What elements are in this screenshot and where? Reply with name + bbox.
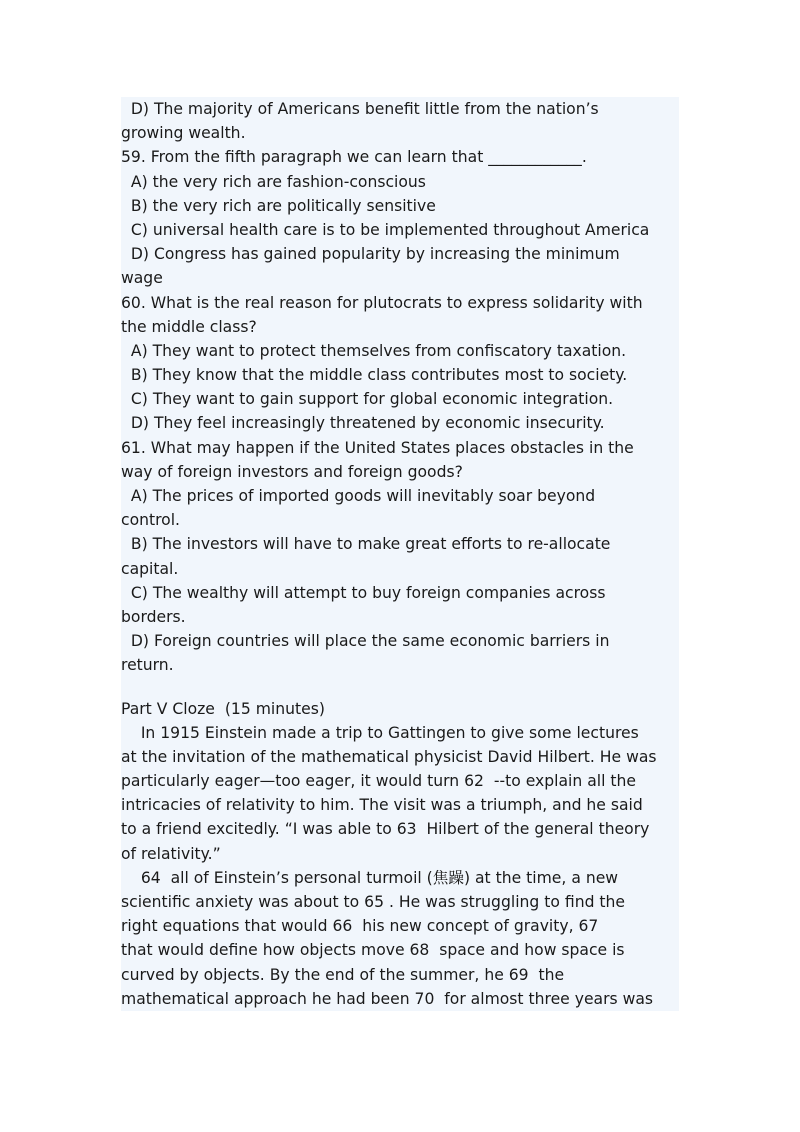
text-line: way of foreign investors and foreign goods? [121,462,463,481]
option-line: B) the very rich are politically sensitive [121,196,436,215]
passage-line: scientific anxiety was about to 65 . He was struggling to find the [121,893,626,911]
option-line: A) the very rich are fashion-conscious [121,172,426,191]
passage-line: of relativity.” [121,844,221,863]
option-line: C) The wealthy will attempt to buy foreign companies across [121,583,606,602]
passage-line: to a friend excitedly. “I was able to 63 Hilbert of the general theory [121,820,650,839]
question-59: 59. From the fifth paragraph we can learn that ____________. [121,148,587,167]
option-line: B) The investors will have to make great efforts to re-allocate [121,535,611,554]
section-heading: Part V Cloze (15 minutes) [121,699,325,718]
passage-line: curved by objects. By the end of the summer, he 69 the [121,965,565,984]
option-line: D) Foreign countries will place the same economic barriers in [121,632,610,651]
text-line: capital. [121,559,179,578]
text-line: return. [121,656,174,675]
document-body [121,97,679,1011]
option-line: A) They want to protect themselves from confiscatory taxation. [121,341,627,360]
cloze-section [121,697,679,1011]
passage-line: at the invitation of the mathematical physicist David Hilbert. He was [121,747,657,766]
text-line: wage [121,269,163,288]
text-line: control. [121,511,181,530]
passage-line: In 1915 Einstein made a trip to Gattingen to give some lectures [121,723,639,742]
passage-line: intricacies of relativity to him. The visit was a triumph, and he said [121,796,643,815]
passage-line: right equations that would 66 his new concept of gravity, 67 [121,917,599,936]
option-line: D) Congress has gained popularity by increasing the minimum [121,245,620,264]
option-line: B) They know that the middle class contributes most to society. [121,366,628,385]
question-61: 61. What may happen if the United States places obstacles in the [121,438,634,457]
question-60: 60. What is the real reason for plutocrats to express solidarity with [121,293,643,312]
option-line: C) They want to gain support for global economic integration. [121,390,614,409]
passage-line: 64 all of Einstein’s personal turmoil (焦躁) at the time, a new [121,868,619,887]
text-line: D) The majority of Americans benefit little from the nation’s [121,100,599,118]
text-line: growing wealth. [121,124,246,143]
text-line: the middle class? [121,317,257,336]
questions-section [121,97,679,678]
passage-line: mathematical approach he had been 70 for almost three years was [121,989,654,1008]
passage-line: particularly eager—too eager, it would turn 62 --to explain all the [121,772,636,791]
passage-line: that would define how objects move 68 space and how space is [121,941,625,960]
text-line: borders. [121,607,186,626]
option-line: C) universal health care is to be implemented throughout America [121,220,650,239]
option-line: A) The prices of imported goods will inevitably soar beyond [121,487,596,505]
option-line: D) They feel increasingly threatened by economic insecurity. [121,414,605,433]
section-gap [121,678,679,697]
